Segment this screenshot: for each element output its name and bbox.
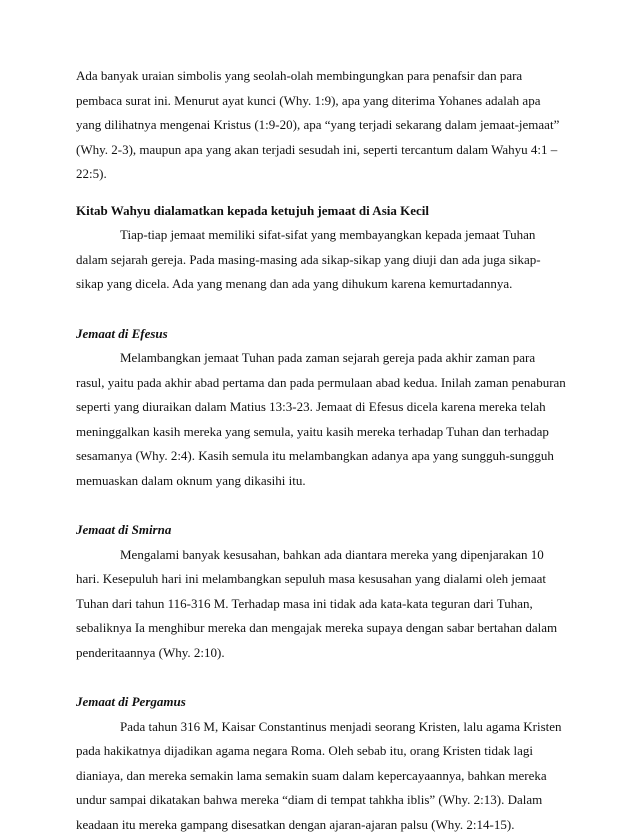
church-paragraph-pergamus: Pada tahun 316 M, Kaisar Constantinus menjadi seorang Kristen, lalu agama Kristen pada hakikatnya dijadikan agama negara Roma. Oleh sebab itu, orang Kristen tidak lagi dianiaya, dan mereka semakin lama semakin suam dalam kepercayaannya, bahkan mereka undur sampai dikatakan bahwa mereka “diam di tempat tahkha iblis” (Why. 2:13). Dalam keadaan itu mereka gampang disesatkan dengan ajaran-ajaran palsu (Why. 2:14-15). — [76, 715, 566, 837]
spacer — [76, 187, 566, 199]
church-heading-pergamus: Jemaat di Pergamus — [76, 690, 566, 715]
church-paragraph-smirna: Mengalami banyak kesusahan, bahkan ada diantara mereka yang dipenjarakan 10 hari. Kesepuluh hari ini melambangkan sepuluh masa kesusahan yang dialami oleh jemaat Tuhan dari tahun 116-316 M. Terhadap masa ini tidak ada kata-kata teguran dari Tuhan, sebaliknya Ia menghibur mereka dan mengajak mereka supaya dengan sabar bertahan dalam penderitaannya (Why. 2:10). — [76, 543, 566, 666]
intro-paragraph: Ada banyak uraian simbolis yang seolah-olah membingungkan para penafsir dan para pembaca surat ini. Menurut ayat kunci (Why. 1:9), apa yang diterima Yohanes adalah apa yang dilihatnya mengenai Kristus (1:9-20), apa “yang terjadi sekarang dalam jemaat-jemaat” (Why. 2-3), maupun apa yang akan terjadi sesudah ini, seperti tercantum dalam Wahyu 4:1 – 22:5). — [76, 64, 566, 187]
church-heading-smirna: Jemaat di Smirna — [76, 518, 566, 543]
spacer — [76, 493, 566, 518]
spacer — [76, 297, 566, 322]
church-heading-efesus: Jemaat di Efesus — [76, 322, 566, 347]
section-heading: Kitab Wahyu dialamatkan kepada ketujuh jemaat di Asia Kecil — [76, 199, 566, 224]
document-page — [76, 64, 566, 837]
section-paragraph: Tiap-tiap jemaat memiliki sifat-sifat yang membayangkan kepada jemaat Tuhan dalam sejarah gereja. Pada masing-masing ada sikap-sikap yang diuji dan ada juga sikap-sikap yang dicela. Ada yang menang dan ada yang dihukum karena kemurtadannya. — [76, 223, 566, 297]
church-paragraph-efesus: Melambangkan jemaat Tuhan pada zaman sejarah gereja pada akhir zaman para rasul, yaitu pada akhir abad pertama dan pada permulaan abad kedua. Inilah zaman penaburan seperti yang diuraikan dalam Matius 13:3-23. Jemaat di Efesus dicela karena mereka telah meninggalkan kasih mereka yang semula, yaitu kasih mereka terhadap Tuhan dan terhadap sesamanya (Why. 2:4). Kasih semula itu melambangkan adanya apa yang sungguh-sungguh memuaskan dalam oknum yang dikasihi itu. — [76, 346, 566, 493]
spacer — [76, 665, 566, 690]
